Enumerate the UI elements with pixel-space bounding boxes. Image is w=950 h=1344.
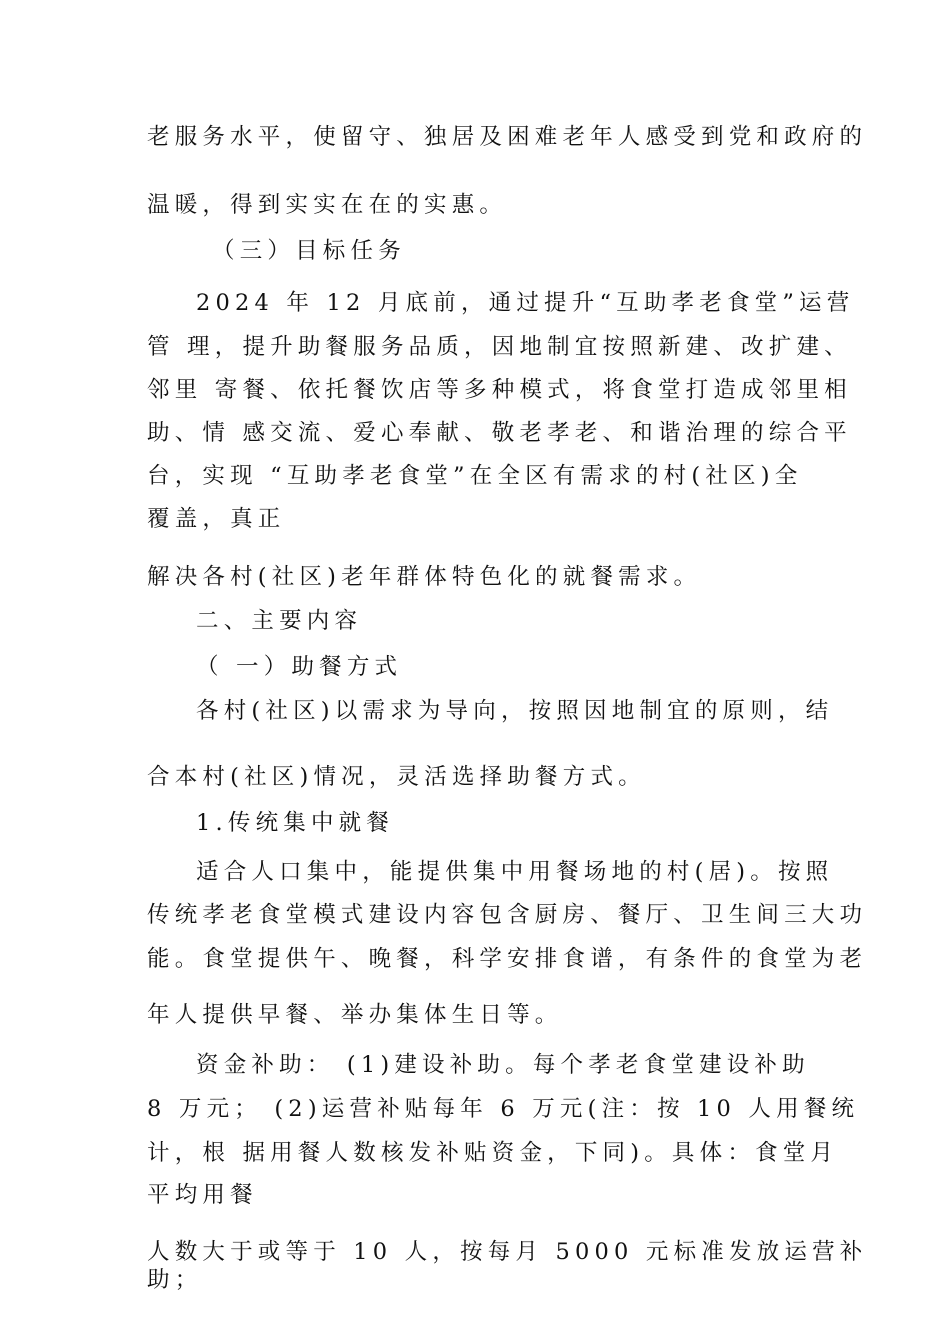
paragraph-line: 人数大于或等于 10 人，按每月 5000 元标准发放运营补 [147,1239,868,1265]
paragraph-line: 传统孝老食堂模式建设内容包含厨房、餐厅、卫生间三大功 [147,902,868,928]
paragraph-line: 覆盖，真正 [147,506,286,532]
paragraph-line: 2024 年 12 月底前，通过提升“互助孝老食堂”运营 [196,290,855,316]
paragraph-line: 助； [147,1267,203,1293]
paragraph-line: 适合人口集中，能提供集中用餐场地的村(居)。按照 [196,859,834,885]
item-heading: 1.传统集中就餐 [196,810,395,836]
section-heading: （三）目标任务 [212,238,406,264]
paragraph-line: 计，根 据用餐人数核发补贴资金，下同)。具体：食堂月 [147,1140,839,1166]
paragraph-line: 平均用餐 [147,1182,258,1208]
paragraph-line: 各村(社区)以需求为导向，按照因地制宜的原则，结 [196,698,834,724]
paragraph-line: 合本村(社区)情况，灵活选择助餐方式。 [147,764,646,790]
paragraph-line: 助、情 感交流、爱心奉献、敬老孝老、和谐治理的综合平 [147,420,852,446]
paragraph-line: 能。食堂提供午、晚餐，科学安排食谱，有条件的食堂为老 [147,946,868,972]
paragraph-line: 资金补助： (1)建设补助。每个孝老食堂建设补助 [196,1052,810,1078]
paragraph-line: 解决各村(社区)老年群体特色化的就餐需求。 [147,564,702,590]
paragraph-line: 管 理，提升助餐服务品质，因地制宜按照新建、改扩建、 [147,334,852,360]
paragraph-line: 温暖，得到实实在在的实惠。 [147,192,508,218]
paragraph-line: 老服务水平，使留守、独居及困难老年人感受到党和政府的 [147,124,868,150]
paragraph-line: 邻里 寄餐、依托餐饮店等多种模式，将食堂打造成邻里相 [147,377,852,403]
paragraph-line: 年人提供早餐、举办集体生日等。 [147,1002,563,1028]
paragraph-line: 8 万元； (2)运营补贴每年 6 万元(注：按 10 人用餐统 [147,1096,860,1122]
section-heading: 二、主要内容 [196,608,363,634]
paragraph-line: 台，实现 “互助孝老食堂”在全区有需求的村(社区)全 [147,463,803,489]
subsection-heading: （ 一）助餐方式 [196,654,403,680]
